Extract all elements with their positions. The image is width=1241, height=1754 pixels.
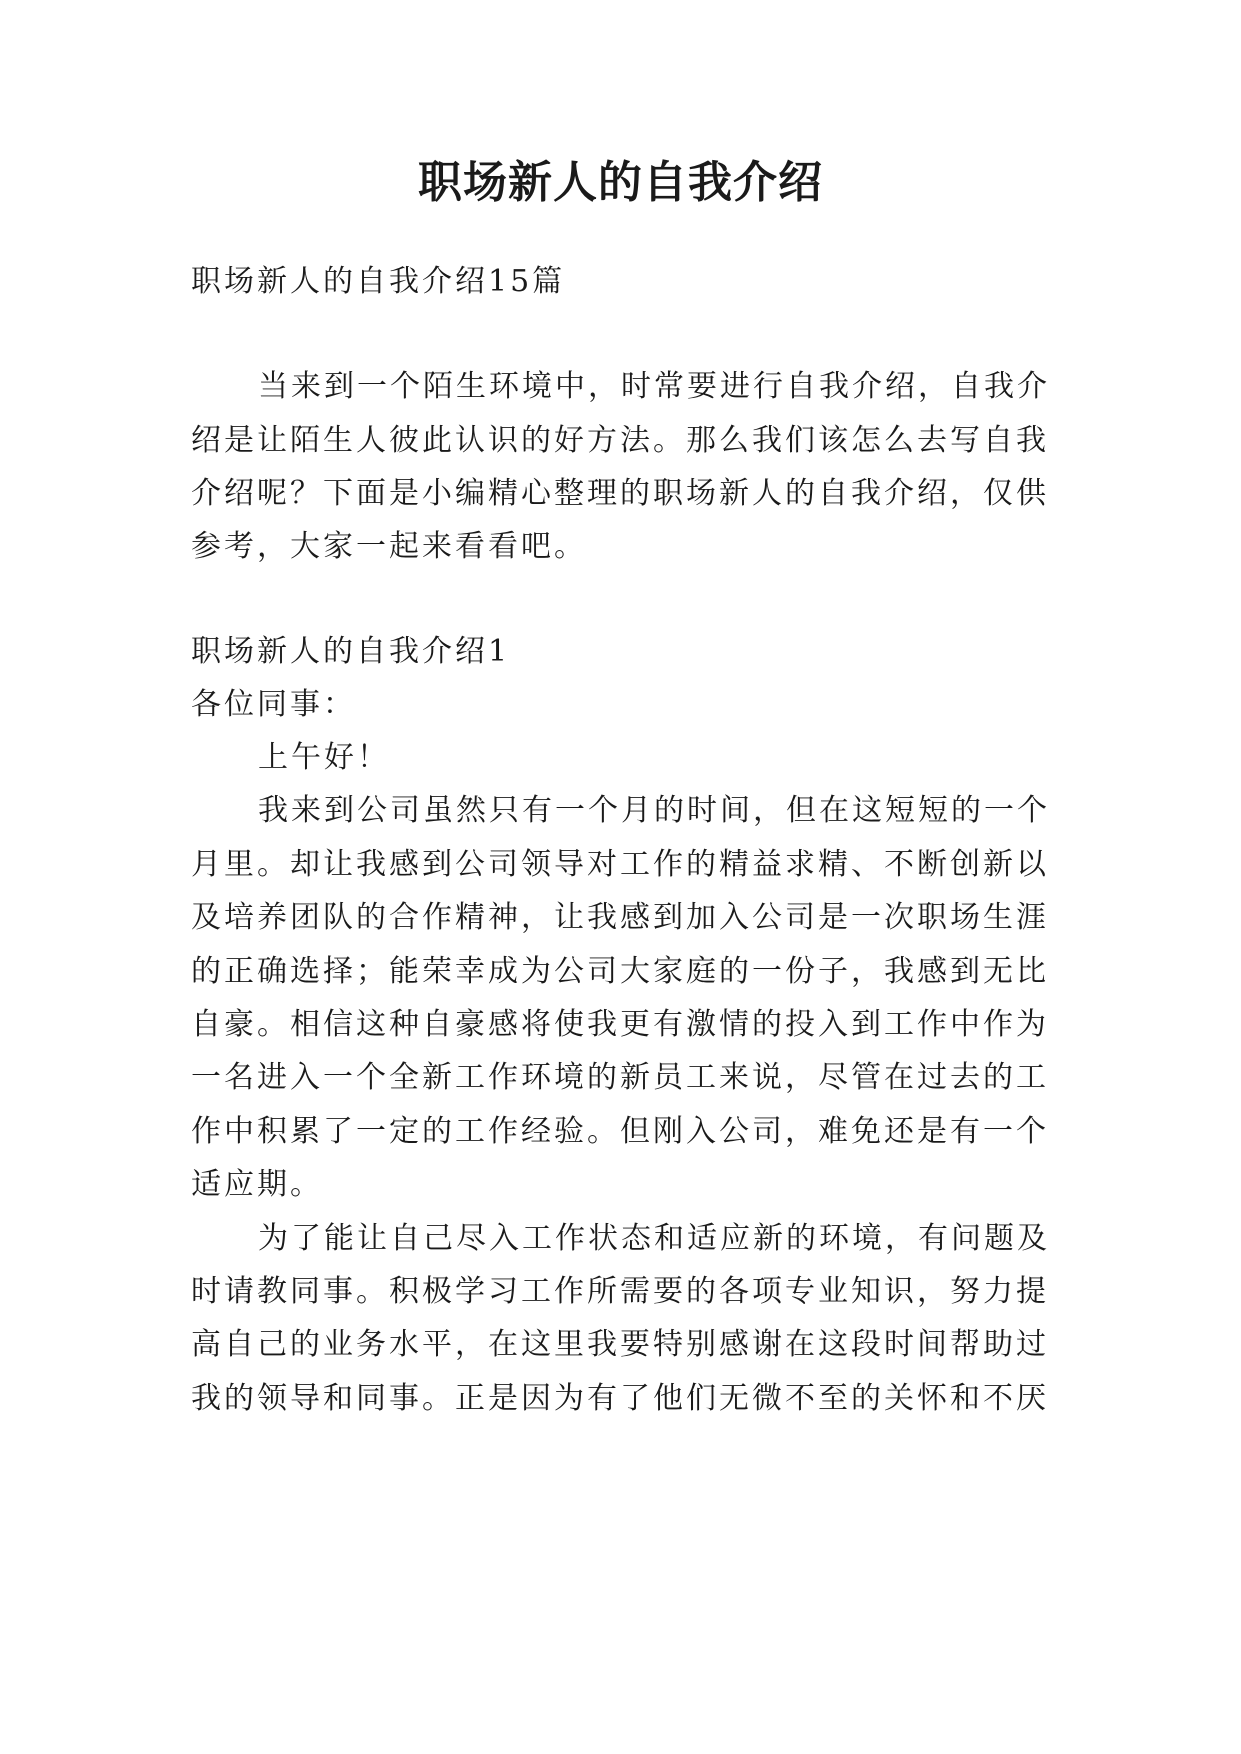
paragraph-line: 自豪。相信这种自豪感将使我更有激情的投入到工作中作为: [191, 1007, 1049, 1042]
paragraph-line: 我的领导和同事。正是因为有了他们无微不至的关怀和不厌: [191, 1381, 1049, 1416]
paragraph-line: 为了能让自己尽入工作状态和适应新的环境，有问题及: [258, 1221, 1050, 1256]
intro-line: 参考，大家一起来看看吧。: [191, 529, 587, 564]
intro-line: 介绍呢？下面是小编精心整理的职场新人的自我介绍，仅供: [191, 476, 1049, 511]
paragraph-line: 的正确选择；能荣幸成为公司大家庭的一份子，我感到无比: [191, 954, 1049, 989]
paragraph-line: 及培养团队的合作精神，让我感到加入公司是一次职场生涯: [191, 900, 1049, 935]
paragraph-line: 月里。却让我感到公司领导对工作的精益求精、不断创新以: [191, 847, 1049, 882]
salutation: 各位同事：: [191, 687, 356, 722]
paragraph-line: 我来到公司虽然只有一个月的时间，但在这短短的一个: [258, 793, 1050, 828]
document-title: 职场新人的自我介绍: [418, 157, 823, 208]
document-subtitle: 职场新人的自我介绍15篇: [191, 264, 566, 299]
paragraph-line: 作中积累了一定的工作经验。但刚入公司，难免还是有一个: [191, 1114, 1049, 1149]
paragraph-line: 适应期。: [191, 1167, 323, 1202]
paragraph-line: 一名进入一个全新工作环境的新员工来说，尽管在过去的工: [191, 1060, 1049, 1095]
intro-line: 绍是让陌生人彼此认识的好方法。那么我们该怎么去写自我: [191, 423, 1049, 458]
paragraph-line: 高自己的业务水平，在这里我要特别感谢在这段时间帮助过: [191, 1327, 1049, 1362]
section-heading: 职场新人的自我介绍1: [191, 634, 511, 669]
paragraph-line: 时请教同事。积极学习工作所需要的各项专业知识，努力提: [191, 1274, 1049, 1309]
intro-line: 当来到一个陌生环境中，时常要进行自我介绍，自我介: [258, 369, 1050, 404]
greeting: 上午好！: [258, 740, 390, 775]
